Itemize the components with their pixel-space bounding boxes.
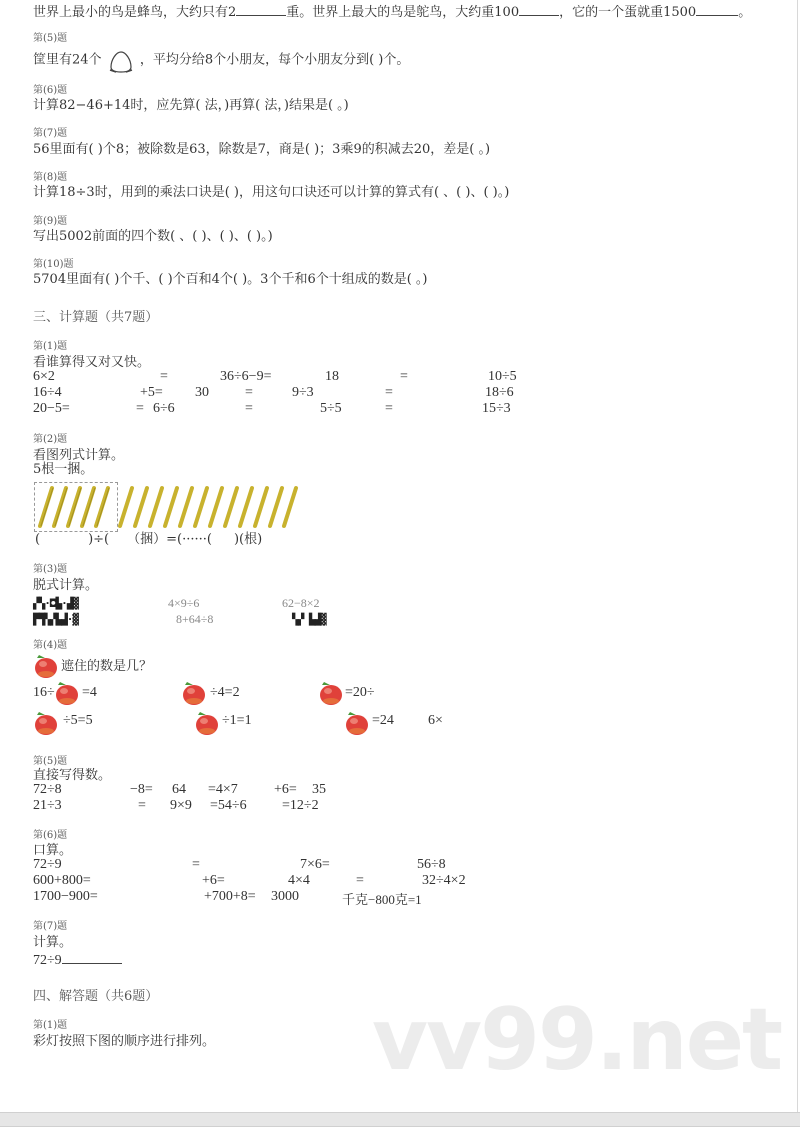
expr: 18÷6 xyxy=(485,385,514,400)
expr: = xyxy=(400,369,408,384)
expr: = xyxy=(245,401,253,416)
page-separator xyxy=(0,1112,800,1127)
expr: 36÷6−9= xyxy=(220,369,272,384)
question-label: 第(4)题 xyxy=(33,640,68,651)
expr: +6= xyxy=(202,873,225,888)
intro-line xyxy=(33,3,751,20)
question-text-b: ，平均分给8个小朋友，每个小朋友分到( )个。 xyxy=(139,52,410,68)
expr: +5= xyxy=(140,385,163,400)
expr: = xyxy=(138,798,146,813)
expr: = xyxy=(356,873,364,888)
intro-part3: ，它的一个蛋就重1500 xyxy=(559,5,697,20)
question-label: 第(6)题 xyxy=(33,830,68,841)
expr: 4×4 xyxy=(288,873,310,888)
answer-blank[interactable] xyxy=(696,3,738,16)
expr: =12÷2 xyxy=(282,798,319,813)
question-label: 第(1)题 xyxy=(33,1020,68,1031)
apple-icon xyxy=(194,710,220,736)
expr: 9×9 xyxy=(170,798,192,813)
expr: 5÷5 xyxy=(320,401,342,416)
garbled-expression: ▛▜▚▞▙▟·▓ xyxy=(33,613,78,626)
expr: ÷5=5 xyxy=(63,713,93,728)
question-label: 第(6)题 xyxy=(33,85,68,96)
apple-icon xyxy=(33,710,59,736)
expr: 3000 xyxy=(271,889,299,904)
expr: 72÷9 xyxy=(33,857,62,872)
apple-icon xyxy=(54,680,80,706)
expr: 35 xyxy=(312,782,326,797)
question-instruction: 遮住的数是几？ xyxy=(61,659,153,674)
question-text: 56里面有( )个8；被除数是63，除数是7，商是( )；3乘9的积减去20，差是( 。) xyxy=(33,142,491,157)
question-label: 第(9)题 xyxy=(33,216,68,227)
expr: 30 xyxy=(195,385,209,400)
expr: −8= xyxy=(130,782,153,797)
expr: 20−5= xyxy=(33,401,70,416)
question-label: 第(8)题 xyxy=(33,172,68,183)
expr: ÷4=2 xyxy=(210,685,240,700)
expr: =20÷ xyxy=(345,685,375,700)
expr: 15÷3 xyxy=(482,401,511,416)
intro-part4: 。 xyxy=(738,5,752,20)
expr: =54÷6 xyxy=(210,798,247,813)
intro-part1: 世界上最小的鸟是蜂鸟，大约只有2 xyxy=(33,5,237,20)
paren: ( xyxy=(35,532,41,547)
sticks-illustration xyxy=(34,484,304,530)
question-label: 第(7)题 xyxy=(33,921,68,932)
question-instruction: 脱式计算。 xyxy=(33,578,99,593)
expr: =4×7 xyxy=(208,782,238,797)
question-instruction: 看谁算得又对又快。 xyxy=(33,355,151,370)
expr: = xyxy=(160,369,168,384)
answer-line xyxy=(35,532,262,547)
expr: 18 xyxy=(325,369,339,384)
expr: = xyxy=(192,857,200,872)
question-label: 第(3)题 xyxy=(33,564,68,575)
watermark: vv99.net xyxy=(372,990,782,1090)
expr: ÷1=1 xyxy=(222,713,252,728)
expr: 62−8×2 xyxy=(282,596,320,610)
unit-label: )(根) xyxy=(233,532,263,547)
expr: 600+800= xyxy=(33,873,91,888)
intro-part2: 重。世界上最大的鸟是鸵鸟，大约重100 xyxy=(286,5,520,20)
section-title: 三、计算题（共7题） xyxy=(33,310,159,325)
question-text: 计算82−46+14时，应先算( 法，)再算( 法，)结果是( 。) xyxy=(33,98,349,113)
question-label: 第(2)题 xyxy=(33,434,68,445)
peach-icon xyxy=(106,50,136,74)
question-label: 第(7)题 xyxy=(33,128,68,139)
apple-icon xyxy=(181,680,207,706)
expr: 9÷3 xyxy=(292,385,314,400)
garbled-expression: ▚▞ ▙▟▓ xyxy=(292,613,326,626)
expr: = xyxy=(245,385,253,400)
operator: )÷( xyxy=(88,532,110,547)
expr: 4×9÷6 xyxy=(168,596,200,610)
remainder-dots: ······ xyxy=(182,532,207,547)
expr: 16÷4 xyxy=(33,385,62,400)
operator: =( xyxy=(166,532,183,547)
expr: =24 xyxy=(372,713,394,728)
question-label: 第(5)题 xyxy=(33,756,68,767)
question-instruction: 彩灯按照下图的顺序进行排列。 xyxy=(33,1034,216,1049)
question-label: 第(10)题 xyxy=(33,259,74,270)
expr: 7×6= xyxy=(300,857,330,872)
question-text: 写出5002前面的四个数( 、( )、( )、( )。) xyxy=(33,229,273,244)
question-text-a: 筐里有24个 xyxy=(33,52,102,68)
question-label: 第(5)题 xyxy=(33,33,68,44)
question-label: 第(1)题 xyxy=(33,341,68,352)
expr: +700+8= xyxy=(204,889,256,904)
unit-label: （捆） xyxy=(127,532,167,547)
expr: 32÷4×2 xyxy=(422,873,466,888)
expr: 10÷5 xyxy=(488,369,517,384)
section-title: 四、解答题（共6题） xyxy=(33,989,159,1004)
paren: ( xyxy=(206,532,212,547)
expr: 72÷9 xyxy=(33,953,62,968)
expr: +6= xyxy=(274,782,297,797)
question-note: 5根一捆。 xyxy=(33,462,94,477)
expr: 8+64÷8 xyxy=(176,612,214,626)
question-instruction: 计算。 xyxy=(33,935,73,950)
expr: = xyxy=(136,401,144,416)
expr: =4 xyxy=(82,685,97,700)
answer-blank[interactable] xyxy=(236,3,286,16)
apple-icon xyxy=(344,710,370,736)
answer-blank[interactable] xyxy=(62,951,122,964)
expr: = xyxy=(385,385,393,400)
expr: = xyxy=(385,401,393,416)
question-instruction: 看图列式计算。 xyxy=(33,448,125,463)
question-instruction: 口算。 xyxy=(33,843,73,858)
question-text: 计算18÷3时，用到的乘法口诀是( )，用这句口诀还可以计算的算式有( 、( )、( )。) xyxy=(33,185,510,200)
question-text xyxy=(33,48,409,72)
expr: 6× xyxy=(428,713,443,728)
expr: 6×2 xyxy=(33,369,55,384)
expr: 6÷6 xyxy=(153,401,175,416)
expr: 64 xyxy=(172,782,186,797)
expr: 16÷ xyxy=(33,685,55,700)
garbled-expression: ▞▚·◘▙·▟▓ xyxy=(33,597,78,610)
expr: 56÷8 xyxy=(417,857,446,872)
expr: 21÷3 xyxy=(33,798,62,813)
expr: 72÷8 xyxy=(33,782,62,797)
expr: 千克−800克=1 xyxy=(342,892,422,907)
question-instruction: 直接写得数。 xyxy=(33,768,112,783)
question-text: 5704里面有( )个千、( )个百和4个( )。3个千和6个十组成的数是( 。) xyxy=(33,272,428,287)
answer-blank[interactable] xyxy=(519,3,559,16)
apple-icon xyxy=(33,653,59,679)
apple-icon xyxy=(318,680,344,706)
expression-row xyxy=(33,949,122,969)
expr: 1700−900= xyxy=(33,889,98,904)
